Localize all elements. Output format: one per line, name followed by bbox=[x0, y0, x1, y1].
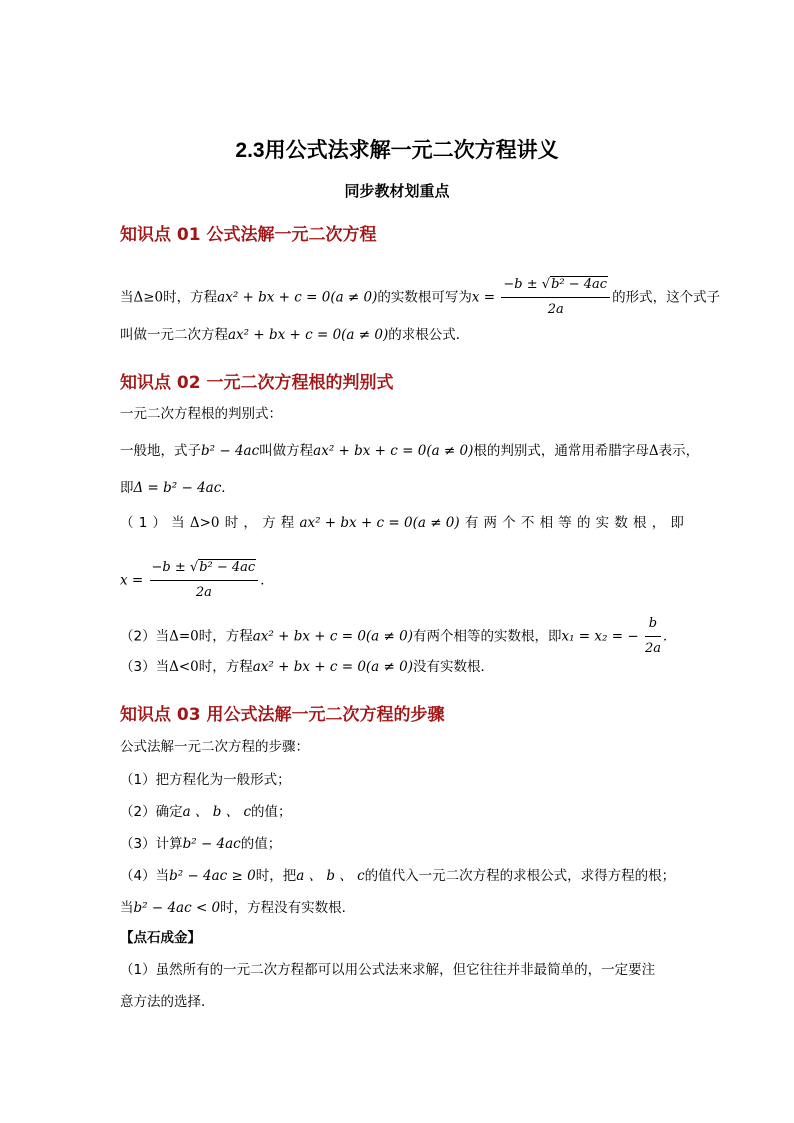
step-3: （3）计算b² − 4ac的值； bbox=[120, 836, 282, 852]
discriminant-intro: 一元二次方程根的判别式： bbox=[120, 406, 282, 422]
step-4-continued: 当b² − 4ac < 0时，方程没有实数根． bbox=[120, 900, 356, 916]
section-heading-01: 知识点 01 公式法解一元二次方程 bbox=[120, 225, 377, 245]
step-4: （4）当b² − 4ac ≥ 0时，把a 、 b 、 c的值代入一元二次方程的求根公式，求得方程的根； bbox=[120, 868, 676, 884]
case-2-root-fraction: $\frac{b}{2a}$ bbox=[644, 616, 661, 656]
tip-line-2: 意方法的选择． bbox=[120, 994, 215, 1010]
tip-line-1: （1）虽然所有的一元二次方程都可以用公式法来求解，但它往往并非最简单的，一定要注 bbox=[120, 962, 656, 978]
case-3-line: （3）当Δ<0时，方程ax² + bx + c = 0(a ≠ 0)没有实数根． bbox=[120, 659, 494, 675]
steps-intro: 公式法解一元二次方程的步骤： bbox=[120, 739, 309, 755]
case-1-formula: x = $\frac{\text{−b ± √b² − 4ac}}{2a}$ ． bbox=[120, 558, 684, 603]
formula-paragraph-line-1: 当Δ≥0时，方程ax² + bx + c = 0(a ≠ 0)的实数根可写为x = $\frac{\text{−b ± √b² − 4ac}}{2a}$ 的形式，这个式子 bbox=[120, 275, 684, 320]
discriminant-expression: 即Δ = b² − 4ac． bbox=[120, 480, 235, 496]
tip-label: 【点石成金】 bbox=[120, 930, 201, 946]
section-heading-02: 知识点 02 一元二次方程根的判别式 bbox=[120, 373, 394, 393]
page-subtitle: 同步教材划重点 bbox=[344, 182, 450, 200]
page-title: 2.3用公式法求解一元二次方程讲义 bbox=[235, 139, 559, 162]
step-1: （1）把方程化为一般形式； bbox=[120, 772, 291, 788]
discriminant-definition: 一般地，式子b² − 4ac叫做方程ax² + bx + c = 0(a ≠ 0)根的判别式，通常用希腊字母Δ表示， bbox=[120, 443, 700, 459]
case-1-line: （ 1 ） 当 Δ>0 时 ， 方 程 ax² + bx + c = 0(a ≠ 0) 有 两 个 不 相 等 的 实 数 根 ， 即 bbox=[120, 515, 684, 531]
formula-paragraph-line-2: 叫做一元二次方程ax² + bx + c = 0(a ≠ 0)的求根公式． bbox=[120, 327, 470, 343]
section-heading-03: 知识点 03 用公式法解一元二次方程的步骤 bbox=[120, 705, 445, 725]
step-2: （2）确定a 、 b 、 c的值； bbox=[120, 804, 292, 820]
case-2-line: （2）当Δ=0时，方程ax² + bx + c = 0(a ≠ 0)有两个相等的实数根，即x₁ = x₂ = − $\frac{b}{2a}$ ． bbox=[120, 614, 684, 659]
case-1-root-fraction: $\frac{\text{−b ± √b² − 4ac}}{2a}$ bbox=[150, 558, 259, 603]
quadratic-formula-fraction: $\frac{\text{−b ± √b² − 4ac}}{2a}$ bbox=[501, 275, 610, 320]
